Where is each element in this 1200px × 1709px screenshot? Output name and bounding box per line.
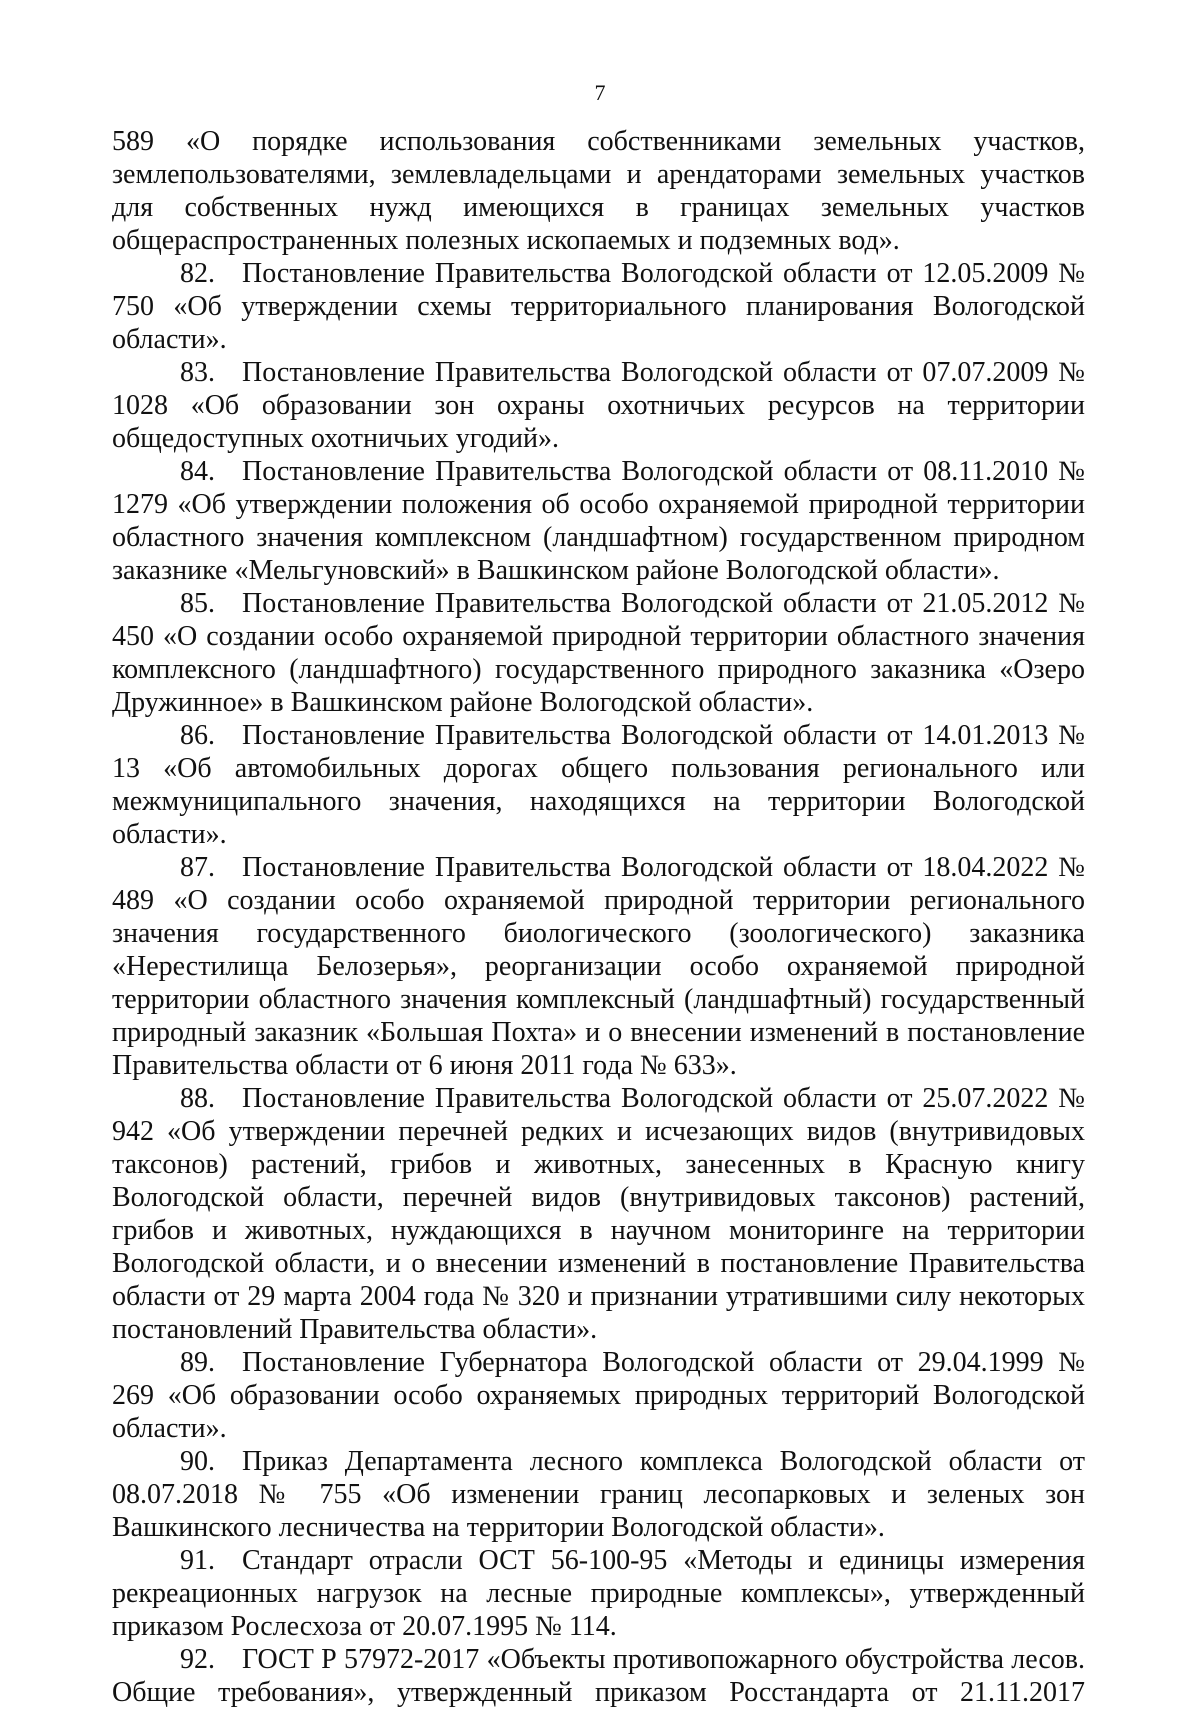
- paragraph-text: Постановление Правительства Вологодской области от 21.05.2012 № 450 «О создании особо охраняемой природной территории областного значения комплексного (ландшафтного) государственного природного заказника «Озеро Дружинное» в Вашкинском районе Вологодской области».: [112, 588, 1085, 718]
- list-item: [112, 719, 1085, 851]
- item-number: 90.: [180, 1446, 215, 1477]
- list-item: [112, 1445, 1085, 1544]
- paragraph-text: Приказ Департамента лесного комплекса Вологодской области от 08.07.2018 № 755 «Об изменении границ лесопарковых и зеленых зон Вашкинского лесничества на территории Вологодской области».: [112, 1446, 1085, 1543]
- page-number: 7: [594, 80, 606, 105]
- list-item: [112, 1643, 1085, 1709]
- item-number: 84.: [180, 456, 215, 487]
- paragraph-text: Постановление Правительства Вологодской области от 18.04.2022 № 489 «О создании особо охраняемой природной территории регионального значения государственного биологического (зоологического) заказника «Нерестилища Белозерья», реорганизации особо охраняемой природной территории областного значения комплексный (ландшафтный) государственный природный заказник «Большая Похта» и о внесении изменений в постановление Правительства области от 6 июня 2011 года № 633».: [112, 852, 1085, 1081]
- list-item: [112, 587, 1085, 719]
- item-number: 82.: [180, 258, 215, 289]
- paragraph-text: Постановление Губернатора Вологодской области от 29.04.1999 № 269 «Об образовании особо охраняемых природных территорий Вологодской области».: [112, 1347, 1085, 1444]
- list-item: [112, 356, 1085, 455]
- item-number: 86.: [180, 720, 215, 751]
- item-number: 89.: [180, 1347, 215, 1378]
- paragraph-text: 589 «О порядке использования собственниками земельных участков, землепользователями, землевладельцами и арендаторами земельных участков для собственных нужд имеющихся в границах земельных участков общераспространенных полезных ископаемых и подземных вод».: [112, 126, 1085, 256]
- paragraph-text: Стандарт отрасли ОСТ 56-100-95 «Методы и единицы измерения рекреационных нагрузок на лесные природные комплексы», утвержденный приказом Рослесхоза от 20.07.1995 № 114.: [112, 1545, 1085, 1642]
- item-number: 91.: [180, 1545, 215, 1576]
- paragraph-text: Постановление Правительства Вологодской области от 25.07.2022 № 942 «Об утверждении перечней редких и исчезающих видов (внутривидовых таксонов) растений, грибов и животных, занесенных в Красную книгу Вологодской области, перечней видов (внутривидовых таксонов) растений, грибов и животных, нуждающихся в научном мониторинге на территории Вологодской области, и о внесении изменений в постановление Правительства области от 29 марта 2004 года № 320 и признании утратившими силу некоторых постановлений Правительства области».: [112, 1083, 1085, 1345]
- paragraph-text: ГОСТ Р 57972-2017 «Объекты противопожарного обустройства лесов. Общие требования», утвержденный приказом Росстандарта от 21.11.2017: [112, 1644, 1085, 1708]
- item-number: 92.: [180, 1644, 215, 1675]
- list-item: [112, 125, 1085, 257]
- paragraph-text: Постановление Правительства Вологодской области от 07.07.2009 № 1028 «Об образовании зон охраны охотничьих ресурсов на территории общедоступных охотничьих угодий».: [112, 357, 1085, 454]
- list-item: [112, 851, 1085, 1082]
- item-number: 85.: [180, 588, 215, 619]
- list-item: [112, 1544, 1085, 1643]
- list-item: [112, 1346, 1085, 1445]
- paragraph-text: Постановление Правительства Вологодской области от 14.01.2013 № 13 «Об автомобильных дорогах общего пользования регионального или межмуниципального значения, находящихся на территории Вологодской области».: [112, 720, 1085, 850]
- list-item: [112, 257, 1085, 356]
- paragraph-text: Постановление Правительства Вологодской области от 12.05.2009 № 750 «Об утверждении схемы территориального планирования Вологодской области».: [112, 258, 1085, 355]
- list-item: [112, 1082, 1085, 1346]
- document-body: [112, 125, 1085, 1709]
- paragraph-text: Постановление Правительства Вологодской области от 08.11.2010 № 1279 «Об утверждении положения об особо охраняемой природной территории областного значения комплексном (ландшафтном) государственном природном заказнике «Мельгуновский» в Вашкинском районе Вологодской области».: [112, 456, 1085, 586]
- item-number: 88.: [180, 1083, 215, 1114]
- item-number: 83.: [180, 357, 215, 388]
- item-number: 87.: [180, 852, 215, 883]
- list-item: [112, 455, 1085, 587]
